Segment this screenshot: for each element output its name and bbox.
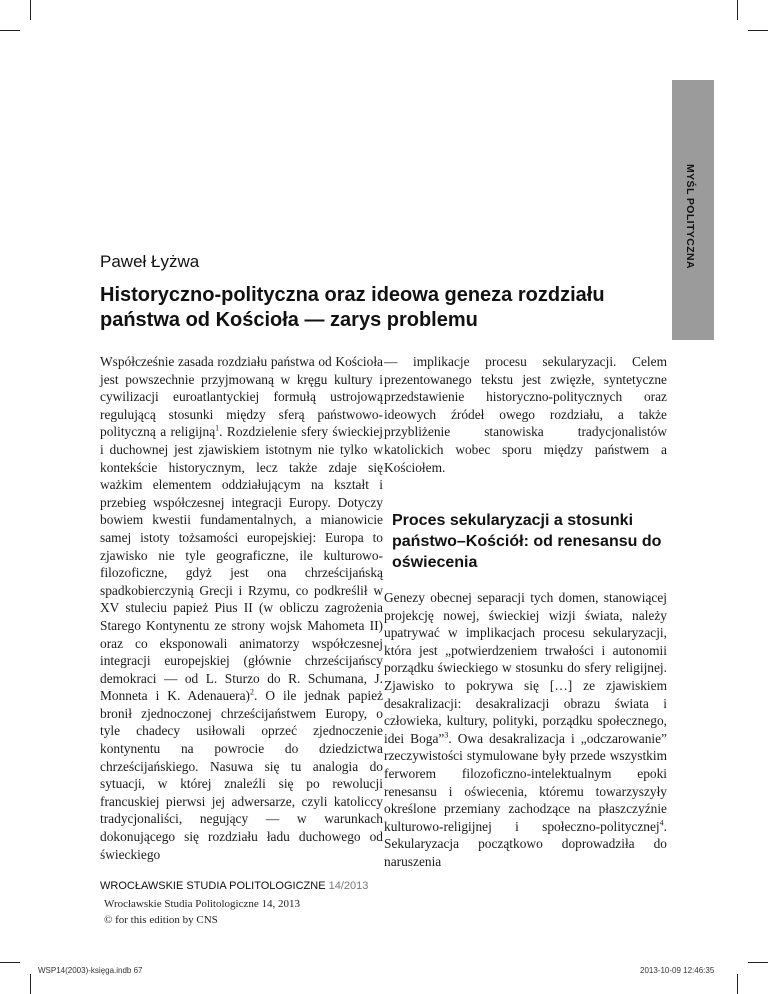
article-author: Paweł Łyżwa: [100, 252, 200, 271]
body-column-right-bottom: [384, 589, 667, 871]
crop-mark: [0, 962, 20, 963]
crop-mark: [748, 962, 768, 963]
article-title: Historyczno-polityczna oraz ideowa geneza rozdziału państwa od Kościoła — zarys problemu: [100, 284, 605, 331]
journal-issue: 14/2013: [328, 880, 369, 892]
journal-title: WROCŁAWSKIE STUDIA POLITOLOGICZNE: [100, 880, 326, 892]
crop-mark: [0, 30, 20, 31]
footnote-ref: 2: [250, 687, 255, 697]
section-tab-label: MYŚL POLITYCZNA: [684, 164, 696, 269]
crop-mark: [30, 974, 31, 994]
journal-name: [100, 880, 368, 892]
section-heading: Proces sekularyzacji a stosunki państwo–Kościół: od renesansu do oświecenia: [392, 512, 662, 571]
body-text: . O ile jednak papież bronił zjednoczonej chrześcijaństwem Europy, o tyle chadecy usiłowali oprzeć zjednoczenie kontynentu na powrocie do dziedzictwa chrześcijańskiego. Nasuwa się tu analogia do sytuacji, w której znaleźli się po rewolucji francuskiej pierwsi jej adwersarze, czyli katoliccy tradycjonaliści, negujący — w warunkach dokonującego się rozdziału ładu duchowego od świeckiego: [100, 688, 383, 862]
print-slug-timestamp: 2013-10-09 12:46:35: [640, 966, 715, 975]
journal-citation: Wrocławskie Studia Politologiczne 14, 2013: [104, 898, 300, 910]
body-column-right-top: [384, 353, 667, 476]
crop-mark: [737, 0, 738, 20]
body-text: . Sekularyzacja początkowo doprowadziła do naruszenia: [384, 818, 667, 869]
body-text: . Rozdzielenie sfery świeckiej i duchownej jest zjawiskiem istotnym nie tylko w kontekście historycznym, lecz także zdaje się ważkim elementem oddziałującym na kształt i przebieg współczesnej integracji Europy. Dotyczy bowiem kwestii fundamentalnych, a mianowicie samej istoty tożsamości europejskiej: Europa to zjawisko nie tyle geograficzne, ile kulturowo-filozoficzne, gdyż jest ona chrześcijańską spadkobierczynią Grecji i Rzymu, co podkreślił w XV stuleciu papież Pius II (w obliczu zagrożenia Starego Kontynentu ze strony wojsk Mahometa II) oraz co eksponowali animatorzy współczesnej integracji europejskiej (głównie chrześcijańscy demokraci — od L. Sturzo do R. Schumana, J. Monneta i K. Adenauera): [100, 424, 384, 704]
copyright-line: © for this edition by CNS: [104, 914, 218, 926]
print-slug-file: WSP14(2003)-księga.indb 67: [38, 966, 143, 975]
footnote-ref: 1: [215, 423, 220, 433]
section-tab-label-wrap: [676, 164, 696, 323]
footnote-ref: 3: [444, 730, 449, 740]
body-text: — implikacje procesu sekularyzacji. Celem prezentowanego tekstu jest zwięzłe, syntetyczne przedstawienie historyczno-politycznych oraz ideowych źródeł owego rozdziału, a także przybliżenie stanowiska tradycjonalistów katolickich wobec sporu między państwem a Kościołem.: [384, 354, 667, 475]
body-text: . Owa desakralizacja i „odczarowanie” rzeczywistości stymulowane były przede wszystkim ferworem filozoficzno-intelektualnym epoki renesansu i oświecenia, któremu towarzyszyły określone przemiany zachodzące na płaszczyźnie kulturowo-religijnej i społeczno-politycznej: [384, 730, 668, 834]
footnote-ref: 4: [659, 818, 664, 828]
crop-mark: [30, 0, 31, 20]
body-text: Współcześnie zasada rozdziału państwa od Kościoła jest powszechnie przyjmowaną w kręgu kultury i cywilizacji euroatlantyckiej formułą ustrojową regulującą stosunki między sferą państwowo-polityczną a religijną: [100, 354, 383, 440]
crop-mark: [748, 30, 768, 31]
body-text: Genezy obecnej separacji tych domen, stanowiącej projekcję nowej, świeckiej wizji świata, należy upatrywać w implikacjach procesu sekularyzacji, która jest „potwierdzeniem trwałości i autonomii porządku świeckiego w stosunku do sfery religijnej. Zjawisko to pokrywa się […] ze zjawiskiem desakralizacji: desakralizacji obrazu świata i człowieka, kultury, polityki, porządku społecznego, idei Boga”: [384, 590, 667, 746]
crop-mark: [737, 974, 738, 994]
body-column-left: [100, 353, 383, 863]
